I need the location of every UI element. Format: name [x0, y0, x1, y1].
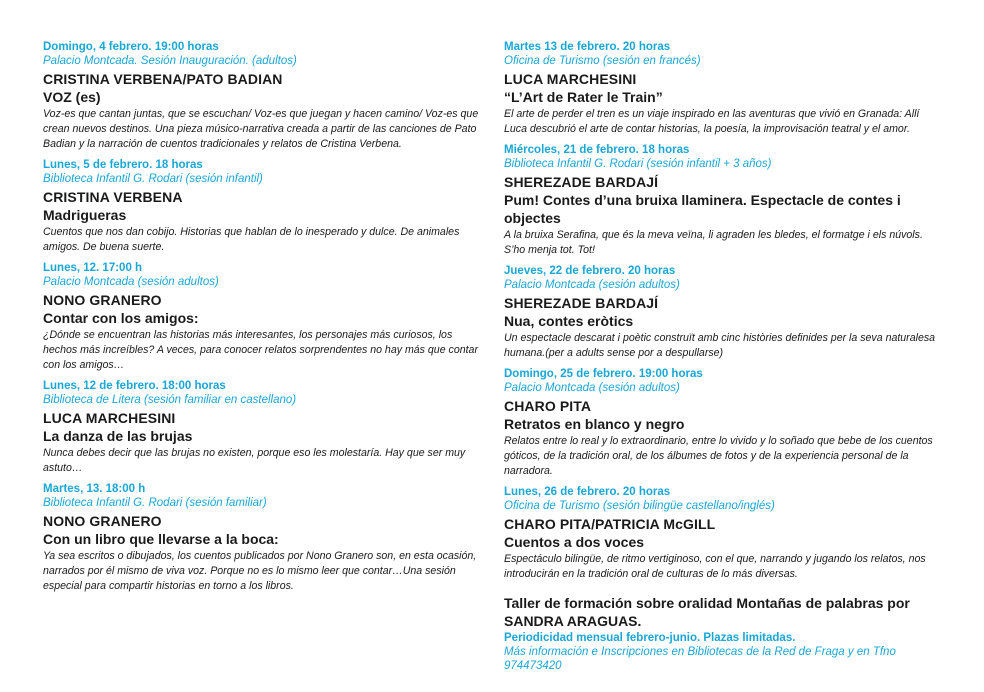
- event-title: Pum! Contes d’una bruixa llaminera. Espectacle de contes i objectes: [504, 192, 901, 226]
- event-date: Domingo, 25 de febrero. 19:00 horas: [504, 368, 703, 380]
- event-artist: CHARO PITA: [504, 398, 592, 414]
- event-date: Miércoles, 21 de febrero. 18 horas: [504, 144, 690, 156]
- event-title: Contar con los amigos:: [43, 310, 199, 326]
- event-description: Nunca debes decir que las brujas no existen, porque eso les molestaría. Hay que ser muy astuto…: [43, 447, 466, 474]
- workshop-section: [504, 594, 944, 673]
- event-artist: SHEREZADE BARDAJÍ: [504, 174, 659, 190]
- left-column: [43, 40, 483, 600]
- event-date: Jueves, 22 de febrero. 20 horas: [504, 265, 676, 277]
- event-item: [504, 143, 944, 258]
- event-title: La danza de las brujas: [43, 428, 193, 444]
- event-artist: CHARO PITA/PATRICIA McGILL: [504, 516, 716, 532]
- event-title: “L’Art de Rater le Train”: [504, 89, 663, 105]
- event-item: [504, 264, 944, 361]
- event-item: [43, 379, 483, 476]
- event-artist: CRISTINA VERBENA: [43, 189, 183, 205]
- event-description: Ya sea escritos o dibujados, los cuentos publicados por Nono Granero son, en esta ocasión, narrados por él mismo de viva voz. Porque no es lo mismo leer que contar…Una sesión especial para compartir historias en torno a los libros.: [43, 550, 477, 592]
- event-description: Voz-es que cantan juntas, que se escuchan/ Voz-es que juegan y hacen camino/ Voz-es que crean nuevos destinos. Una pieza músico-narrativa creada a partir de las canciones de Pato Badian y la narración de cuentos tradicionales y relatos de Cristina Verbena.: [43, 108, 479, 150]
- event-venue: Palacio Montcada (sesión adultos): [504, 279, 680, 291]
- event-venue: Palacio Montcada (sesión adultos): [504, 382, 680, 394]
- event-venue: Biblioteca Infantil G. Rodari (sesión infantil): [43, 173, 263, 185]
- event-date: Lunes, 12 de febrero. 18:00 horas: [43, 380, 226, 392]
- event-description: El arte de perder el tren es un viaje inspirado en las aventuras que vivió en Granada: Allí Luca descubrió el arte de contar historias, la poesía, la improvisación teatral y el amor.: [504, 108, 920, 135]
- event-date: Lunes, 26 de febrero. 20 horas: [504, 486, 671, 498]
- event-title: VOZ (es): [43, 89, 101, 105]
- event-artist: CRISTINA VERBENA/PATO BADIAN: [43, 71, 283, 87]
- event-date: Martes, 13. 18:00 h: [43, 483, 146, 495]
- event-artist: NONO GRANERO: [43, 292, 162, 308]
- workshop-schedule: Periodicidad mensual febrero-junio. Plazas limitadas.: [504, 632, 796, 644]
- event-description: Cuentos que nos dan cobijo. Historias que hablan de lo inesperado y dulce. De animales amigos. De buena suerte.: [43, 226, 460, 253]
- event-item: [43, 158, 483, 255]
- event-date: Martes 13 de febrero. 20 horas: [504, 41, 671, 53]
- event-venue: Oficina de Turismo (sesión en francés): [504, 55, 701, 67]
- event-artist: LUCA MARCHESINI: [43, 410, 176, 426]
- event-item: [504, 367, 944, 479]
- right-column: [504, 40, 944, 673]
- event-venue: Biblioteca de Litera (sesión familiar en castellano): [43, 394, 297, 406]
- event-description: A la bruixa Serafina, que és la meva veïna, li agraden les bledes, el formatge i els núvols. S’ho menja tot. Tot!: [504, 229, 923, 256]
- event-date: Lunes, 12. 17:00 h: [43, 262, 143, 274]
- event-title: Madrigueras: [43, 207, 127, 223]
- event-description: Relatos entre lo real y lo extraordinario, entre lo vivido y lo soñado que bebe de los cuentos góticos, de la tradición oral, de los álbumes de fotos y de la experiencia personal de la narradora.: [504, 435, 933, 477]
- event-item: [43, 482, 483, 594]
- event-venue: Palacio Montcada (sesión adultos): [43, 276, 219, 288]
- event-artist: NONO GRANERO: [43, 513, 162, 529]
- event-description: Un espectacle descarat i poètic construït amb cinc històries definides per la seva naturalesa humana.(per a adults sense por a despullarse): [504, 332, 936, 359]
- event-venue: Palacio Montcada. Sesión Inauguración. (adultos): [43, 55, 297, 67]
- workshop-title: Taller de formación sobre oralidad Montañas de palabras por SANDRA ARAGUAS.: [504, 595, 910, 629]
- event-artist: SHEREZADE BARDAJÍ: [504, 295, 659, 311]
- workshop-info: Más información e Inscripciones en Bibliotecas de la Red de Fraga y en Tfno 974473420: [504, 646, 896, 672]
- event-date: Domingo, 4 febrero. 19:00 horas: [43, 41, 219, 53]
- event-description: ¿Dónde se encuentran las historias más interesantes, los personajes más curiosos, los hechos más increíbles? A veces, para conocer relatos sorprendentes no hay más que contar con los amigos…: [43, 329, 478, 371]
- event-description: Espectáculo bilingüe, de ritmo vertiginoso, con el que, narrando y jugando los relatos, nos introducirán en la tradición oral de culturas de lo más diversas.: [504, 553, 926, 580]
- event-date: Lunes, 5 de febrero. 18 horas: [43, 159, 203, 171]
- event-item: [43, 40, 483, 152]
- event-venue: Biblioteca Infantil G. Rodari (sesión infantil + 3 años): [504, 158, 772, 170]
- event-title: Cuentos a dos voces: [504, 534, 645, 550]
- event-title: Nua, contes eròtics: [504, 313, 634, 329]
- event-venue: Oficina de Turismo (sesión bilingüe castellano/inglés): [504, 500, 775, 512]
- event-item: [43, 261, 483, 373]
- event-item: [504, 40, 944, 137]
- event-title: Con un libro que llevarse a la boca:: [43, 531, 279, 547]
- event-venue: Biblioteca Infantil G. Rodari (sesión familiar): [43, 497, 267, 509]
- event-title: Retratos en blanco y negro: [504, 416, 685, 432]
- event-item: [504, 485, 944, 582]
- event-artist: LUCA MARCHESINI: [504, 71, 637, 87]
